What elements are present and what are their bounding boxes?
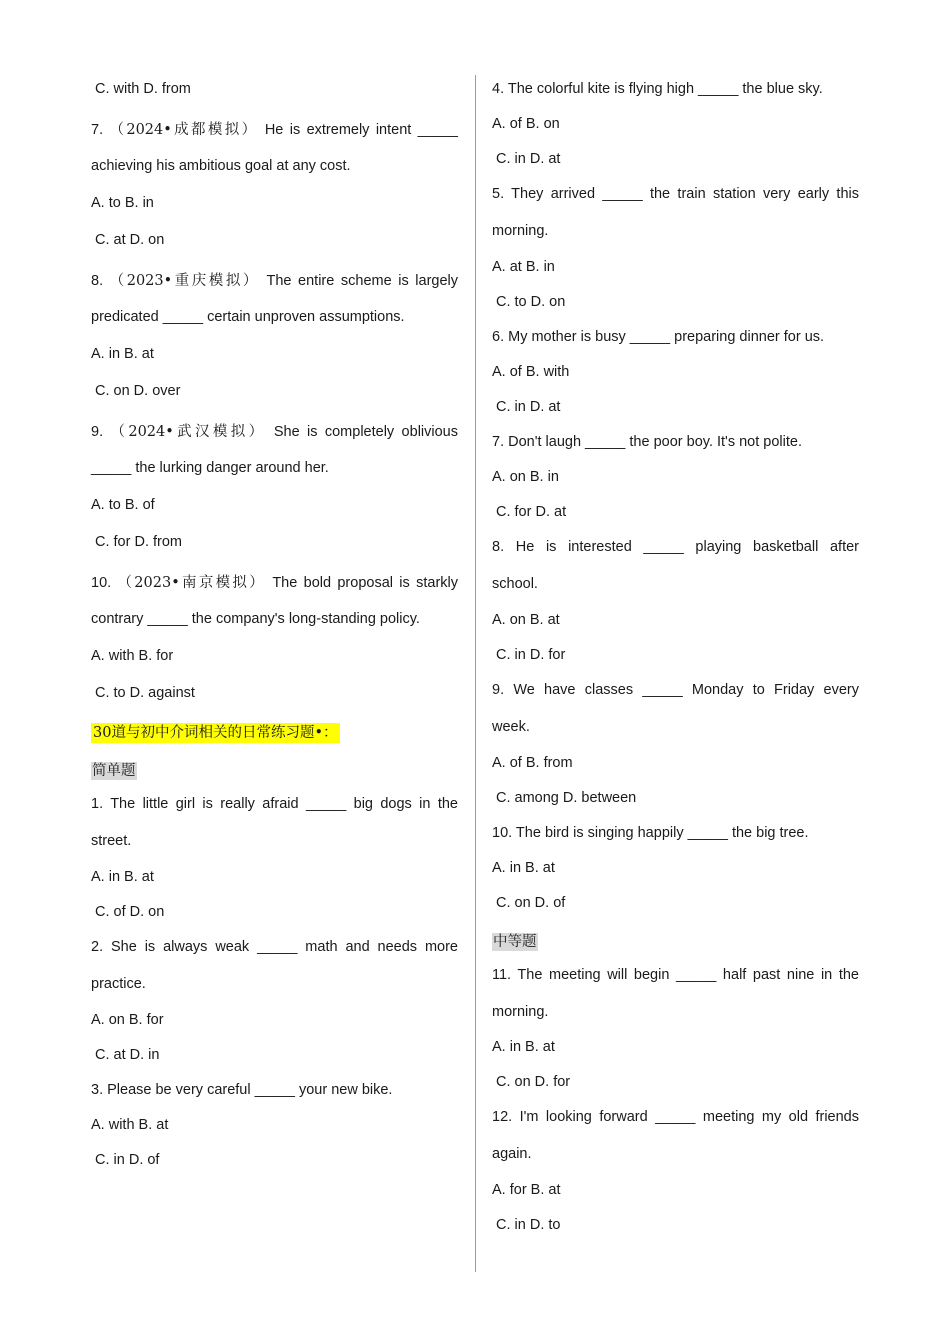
q7-stem-line1: 7. （2024•成都模拟） He is extremely intent _____ [91, 122, 458, 138]
q8-options-cd: C. on D. over [95, 383, 181, 399]
q8-source: （2023•重庆模拟） [109, 273, 260, 289]
q9-stem-line1: 9. （2024•武汉模拟） She is completely oblivious [91, 424, 458, 440]
e2-stem-line1: 2. She is always weak _____ math and needs more [91, 939, 458, 955]
simple-label: 简单题 [92, 763, 136, 779]
e8-stem-line1: 8. He is interested _____ playing basketball after [492, 539, 859, 555]
q9-options-cd: C. for D. from [95, 534, 183, 550]
e5-options-ab: A. at B. in [492, 259, 555, 275]
q7-stem-line2: achieving his ambitious goal at any cost. [91, 158, 351, 174]
e9-options-ab: A. of B. from [492, 755, 573, 771]
q9-source: （2024•武汉模拟） [110, 424, 267, 440]
e4-options-cd: C. in D. at [496, 151, 561, 167]
q7-options-cd: C. at D. on [95, 232, 165, 248]
e12-options-ab: A. for B. at [492, 1182, 561, 1198]
e4-options-ab: A. of B. on [492, 116, 560, 132]
e6-options-ab: A. of B. with [492, 364, 570, 380]
e5-options-cd: C. to D. on [496, 294, 566, 310]
e3-stem-line1: 3. Please be very careful _____ your new bike. [91, 1082, 393, 1098]
e7-options-ab: A. on B. in [492, 469, 559, 485]
e7-stem-line1: 7. Don't laugh _____ the poor boy. It's not polite. [492, 434, 802, 450]
e11-options-ab: A. in B. at [492, 1039, 555, 1055]
e5-stem-line1: 5. They arrived _____ the train station very early this [492, 186, 859, 202]
e1-options-cd: C. of D. on [95, 904, 165, 920]
e9-options-cd: C. among D. between [496, 790, 637, 806]
e7-options-cd: C. for D. at [496, 504, 567, 520]
e8-options-cd: C. in D. for [496, 647, 566, 663]
e12-options-cd: C. in D. to [496, 1217, 561, 1233]
q8-stem-line2: predicated _____ certain unproven assumptions. [91, 309, 405, 325]
q7-options-ab: A. to B. in [91, 195, 154, 211]
e1-stem-line2: street. [91, 833, 132, 849]
q8-stem-line1: 8. （2023•重庆模拟） The entire scheme is largely [91, 273, 458, 289]
e1-options-ab: A. in B. at [91, 869, 154, 885]
q9-stem-line2: _____ the lurking danger around her. [91, 460, 329, 476]
column-divider [475, 75, 476, 1272]
e4-stem-line1: 4. The colorful kite is flying high _____ the blue sky. [492, 81, 823, 97]
e10-stem-line1: 10. The bird is singing happily _____ the big tree. [492, 825, 809, 841]
e9-stem-line1: 9. We have classes _____ Monday to Friday every [492, 682, 859, 698]
e12-stem-line1: 12. I'm looking forward _____ meeting my old friends [492, 1109, 859, 1125]
q10-stem-line1: 10. （2023•南京模拟） The bold proposal is starkly [91, 575, 458, 591]
e11-options-cd: C. on D. for [496, 1074, 571, 1090]
e12-stem-line2: again. [492, 1146, 532, 1162]
section-title: 30道与初中介词相关的日常练习题•： [93, 725, 338, 741]
e11-stem-line1: 11. The meeting will begin _____ half past nine in the [492, 967, 859, 983]
e2-options-ab: A. on B. for [91, 1012, 164, 1028]
q7-source: （2024•成都模拟） [109, 122, 259, 138]
e3-options-cd: C. in D. of [95, 1152, 160, 1168]
e9-stem-line2: week. [492, 719, 530, 735]
q10-options-cd: C. to D. against [95, 685, 195, 701]
e8-stem-line2: school. [492, 576, 538, 592]
medium-label: 中等题 [493, 934, 537, 950]
e3-options-ab: A. with B. at [91, 1117, 169, 1133]
q8-options-ab: A. in B. at [91, 346, 154, 362]
e10-options-cd: C. on D. of [496, 895, 566, 911]
e6-stem-line1: 6. My mother is busy _____ preparing dinner for us. [492, 329, 825, 345]
e1-stem-line1: 1. The little girl is really afraid _____ big dogs in the [91, 796, 458, 812]
q10-options-ab: A. with B. for [91, 648, 174, 664]
e2-stem-line2: practice. [91, 976, 146, 992]
q6-options-cd: C. with D. from [95, 81, 191, 97]
q9-options-ab: A. to B. of [91, 497, 155, 513]
e6-options-cd: C. in D. at [496, 399, 561, 415]
e5-stem-line2: morning. [492, 223, 549, 239]
q10-stem-line2: contrary _____ the company's long-standing policy. [91, 611, 420, 627]
e2-options-cd: C. at D. in [95, 1047, 160, 1063]
e8-options-ab: A. on B. at [492, 612, 560, 628]
e11-stem-line2: morning. [492, 1004, 549, 1020]
q10-source: （2023•南京模拟） [117, 575, 266, 591]
e10-options-ab: A. in B. at [492, 860, 555, 876]
